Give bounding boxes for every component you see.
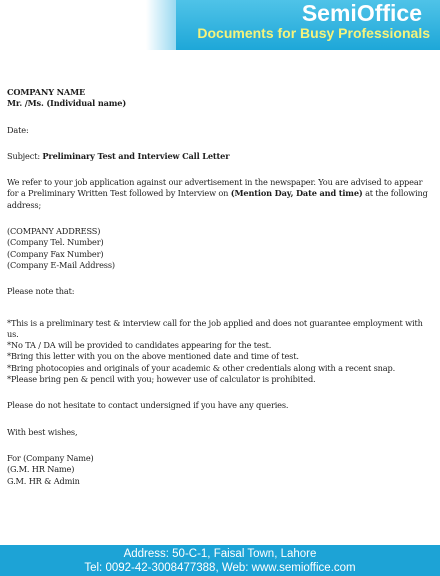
best-wishes: With best wishes, [7,426,78,437]
address-line: (Company Tel. Number) [7,237,104,248]
signature-line: For (Company Name) [7,452,94,463]
notes-list [7,318,431,386]
signature-line: G.M. HR & Admin [7,475,80,486]
address-line: (COMPANY ADDRESS) [7,226,101,237]
recipient-name: Mr. /Ms. (Individual name) [7,98,127,109]
note-item: *No TA / DA will be provided to candidates appearing for the test. [7,340,272,351]
header-banner [0,0,440,72]
intro-paragraph [7,177,431,211]
note-item: *This is a preliminary test & interview call for the job applied and does not guarantee employment with us. [7,317,423,339]
address-line: (Company E-Mail Address) [7,259,115,270]
subject-label: Subject: [7,150,40,161]
address-line: (Company Fax Number) [7,248,104,259]
header-band [176,0,440,50]
intro-tail: at the following address; [7,188,428,210]
subject-line [7,151,431,162]
company-name: COMPANY NAME [7,87,86,97]
signature-block [7,453,431,487]
intro-emphasis: (Mention Day, Date and time) [230,188,363,199]
note-item: *Bring this letter with you on the above mentioned date and time of test. [7,351,299,362]
brand-name: SemiOffice [301,0,422,26]
note-item: *Please bring pen & pencil with you; however use of calculator is prohibited. [7,374,316,385]
subject-text: Preliminary Test and Interview Call Letter [42,150,230,161]
address-block [7,226,431,271]
letter-body [7,87,431,487]
date-line: Date: [7,124,29,135]
footer-contact: Tel: 0092-42-3008477388, Web: www.semioffice.com [84,562,356,574]
brand-tagline: Documents for Busy Professionals [197,25,430,41]
note-item: *Bring photocopies and originals of your academic & other credentials along with a recent snap. [7,362,396,373]
signature-line: (G.M. HR Name) [7,464,75,475]
footer-address: Address: 50-C-1, Faisal Town, Lahore [123,548,317,560]
intro-text: We refer to your job application against our advertisement in the newspaper. You are advised to appear for a Preliminary Written Test followed by Interview on [7,177,423,199]
footer-bar [0,545,440,576]
closing-request: Please do not hesitate to contact undersigned if you have any queries. [7,400,289,411]
note-heading: Please note that: [7,286,75,297]
